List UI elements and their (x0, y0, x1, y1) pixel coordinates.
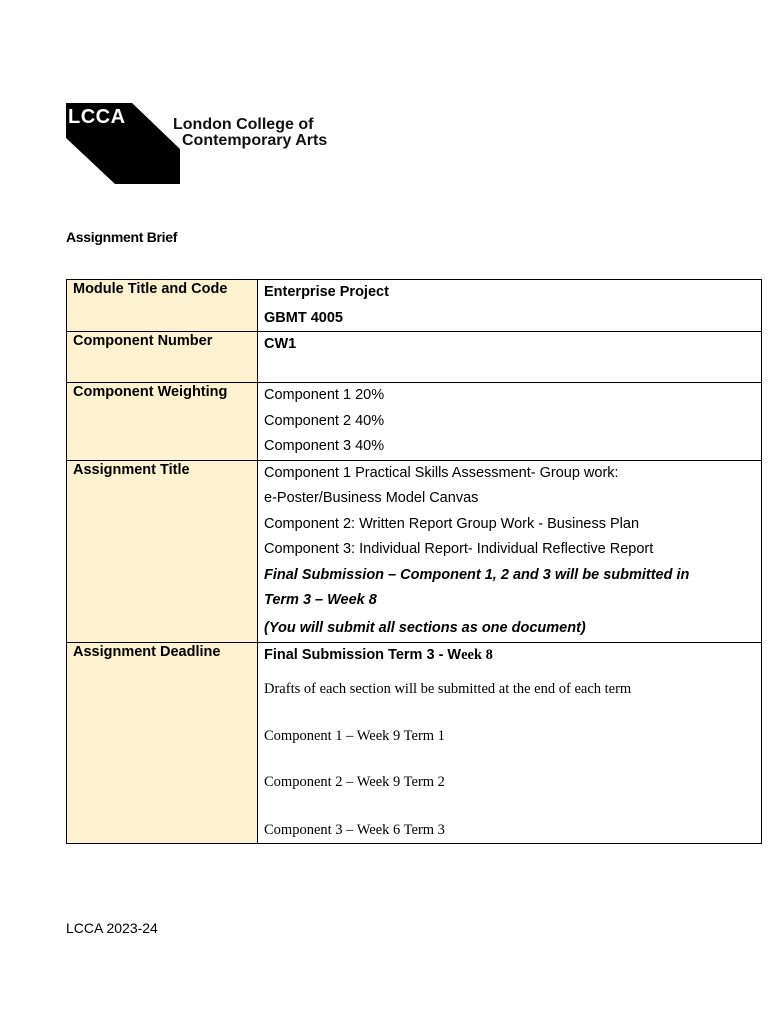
final-submission-a: Final Submission Term 3 - W (264, 646, 462, 663)
label-cell (67, 383, 258, 461)
footer-text: LCCA 2023-24 (66, 920, 158, 936)
value-cell (258, 460, 762, 642)
weighting-label: Component Weighting (73, 384, 228, 400)
deadline-component-3: Component 3 – Week 6 Term 3 (264, 821, 445, 838)
assignment-deadline-label: Assignment Deadline (73, 643, 221, 660)
final-submission (264, 643, 755, 669)
value-cell (258, 383, 762, 461)
label-cell (67, 280, 258, 332)
module-title: Enterprise Project (264, 284, 389, 300)
component-number-label: Component Number (73, 333, 213, 349)
label-cell (67, 642, 258, 844)
deadline-component-2: Component 2 – Week 9 Term 2 (264, 774, 445, 790)
label-cell (67, 460, 258, 642)
drafts-note: Drafts of each section will be submitted at the end of each term (264, 681, 632, 697)
value-cell (258, 642, 762, 844)
title-line: Component 1 Practical Skills Assessment- Group work: (264, 464, 619, 481)
weighting-item: Component 3 40% (264, 438, 385, 454)
lcca-logo (66, 103, 366, 185)
assignment-brief-table (66, 279, 762, 844)
module-label: Module Title and Code (73, 281, 228, 297)
assignment-title-label: Assignment Title (73, 461, 190, 478)
logo-college-name (173, 117, 327, 149)
row-assignment-deadline (67, 642, 762, 844)
weighting-item: Component 1 20% (264, 387, 385, 403)
value-cell (258, 332, 762, 383)
component-number-value: CW1 (264, 336, 297, 352)
title-line: Final Submission – Component 1, 2 and 3 will be submitted in (264, 566, 690, 583)
title-line: Component 3: Individual Report- Individual Reflective Report (264, 541, 654, 557)
title-line: e-Poster/Business Model Canvas (264, 490, 479, 506)
title-line: Component 2: Written Report Group Work - Business Plan (264, 515, 640, 532)
value-cell (258, 280, 762, 332)
logo-name-line1: London College of (173, 116, 314, 133)
logo-mark-text: LCCA (68, 106, 126, 128)
module-code: GBMT 4005 (264, 309, 343, 326)
weighting-item: Component 2 40% (264, 412, 385, 429)
title-line: (You will submit all sections as one document) (264, 619, 586, 636)
row-weighting (67, 383, 762, 461)
title-line: Term 3 – Week 8 (264, 592, 377, 608)
logo-name-line2: Contemporary Arts (182, 132, 328, 149)
row-component-number (67, 332, 762, 383)
row-module (67, 280, 762, 332)
final-submission-b: eek 8 (461, 646, 493, 663)
row-assignment-title (67, 460, 762, 642)
deadline-component-1: Component 1 – Week 9 Term 1 (264, 727, 445, 744)
page-heading: Assignment Brief (66, 229, 178, 245)
label-cell (67, 332, 258, 383)
